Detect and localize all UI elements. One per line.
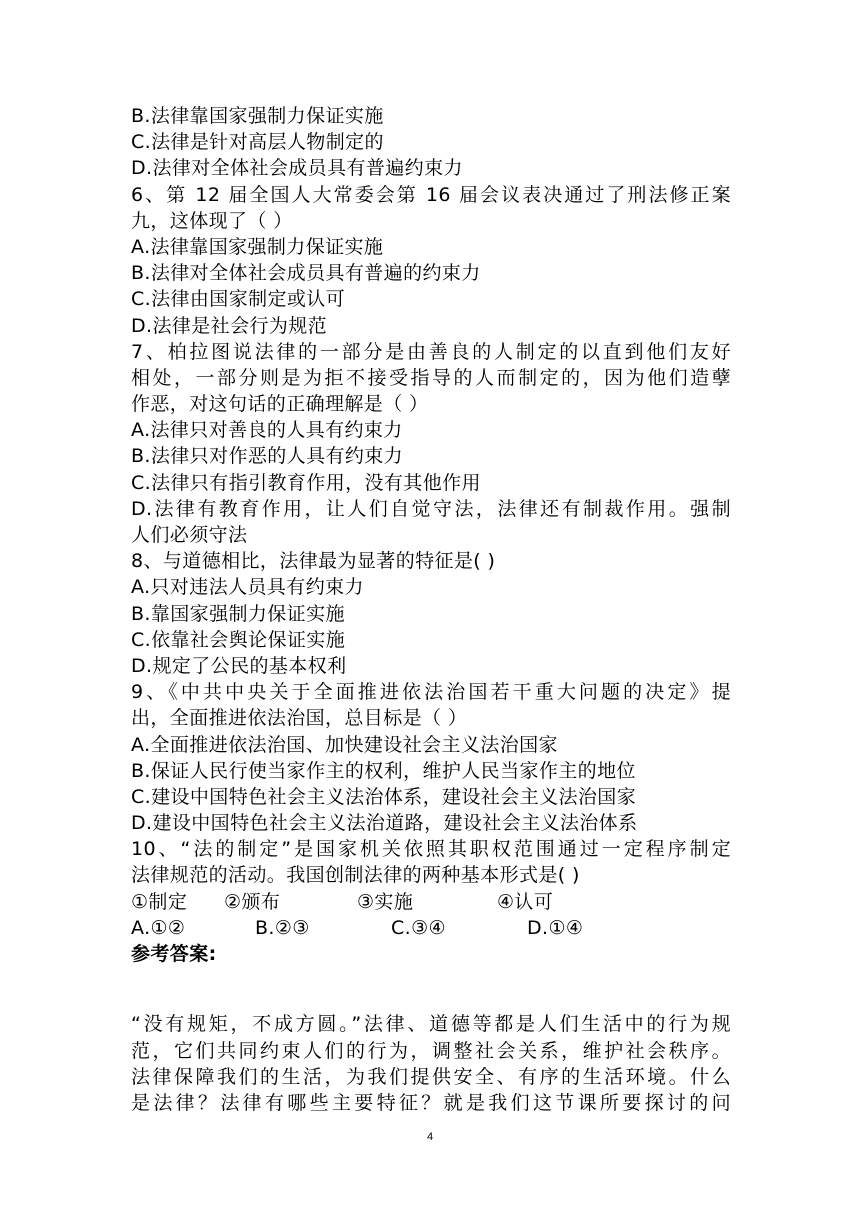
page-number: 4 <box>426 1131 434 1143</box>
option-d-q5: D.法律对全体社会成员具有普遍约束力 <box>131 157 463 180</box>
option-d-q7-line-2: 人们必须守法 <box>131 524 248 546</box>
question-8-stem: 8、与道德相比，法律最为显著的特征是( ) <box>131 550 496 573</box>
item-4: ④认可 <box>497 890 554 913</box>
option-c-q7: C.法律只有指引教育作用，没有其他作用 <box>131 471 481 494</box>
question-6-stem-line-1: 6、第 12 届全国人大常委会第 16 届会议表决通过了刑法修正案 <box>131 183 731 206</box>
page-content <box>131 103 731 1116</box>
item-1: ①制定 <box>131 890 188 913</box>
option-d-q7-line-1: D.法律有教育作用，让人们自觉守法，法律还有制裁作用。强制 <box>131 497 731 520</box>
option-c-q8: C.依靠社会舆论保证实施 <box>131 628 346 651</box>
question-6-stem-line-2: 九，这体现了（ ） <box>131 209 293 232</box>
question-10-stem-line-1: 10、“法的制定”是国家机关依照其职权范围通过一定程序制定 <box>131 838 731 861</box>
question-9-stem-line-2: 出，全面推进依法治国，总目标是（ ） <box>131 707 468 730</box>
option-a-q6: A.法律靠国家强制力保证实施 <box>131 235 384 258</box>
option-c-q10: C.③④ <box>391 916 446 939</box>
option-a-q7: A.法律只对善良的人具有约束力 <box>131 419 403 442</box>
option-b-q10: B.②③ <box>255 916 310 939</box>
blank-line <box>131 967 731 993</box>
question-7-stem-line-1: 7、柏拉图说法律的一部分是由善良的人制定的以直到他们友好 <box>131 340 731 363</box>
option-d-q9: D.建设中国特色社会主义法治道路，建设社会主义法治体系 <box>131 812 638 835</box>
question-9-stem-line-1: 9、《中共中央关于全面推进依法治国若干重大问题的决定》提 <box>131 681 731 704</box>
question-7-stem-line-2: 相处，一部分则是为拒不接受指导的人而制定的，因为他们造孽 <box>131 366 731 389</box>
paragraph-line-4: 是法律？法律有哪些主要特征？就是我们这节课所要探讨的问 <box>131 1091 731 1114</box>
option-b-q8: B.靠国家强制力保证实施 <box>131 602 345 625</box>
option-d-q6: D.法律是社会行为规范 <box>131 314 328 337</box>
option-d-q10: D.①④ <box>527 916 584 939</box>
option-b-q5: B.法律靠国家强制力保证实施 <box>131 105 384 127</box>
item-3: ③实施 <box>357 890 414 913</box>
question-7-stem-line-3: 作恶，对这句话的正确理解是（ ） <box>131 393 429 416</box>
option-b-q9: B.保证人民行使当家作主的权利，维护人民当家作主的地位 <box>131 759 636 782</box>
question-10-choices <box>131 915 731 941</box>
paragraph-line-3: 法律保障我们的生活，为我们提供安全、有序的生活环境。什么 <box>131 1065 731 1088</box>
option-c-q5: C.法律是针对高层人物制定的 <box>131 131 384 154</box>
option-c-q6: C.法律由国家制定或认可 <box>131 288 346 311</box>
option-a-q9: A.全面推进依法治国、加快建设社会主义法治国家 <box>131 733 558 756</box>
option-b-q7: B.法律只对作恶的人具有约束力 <box>131 445 404 468</box>
option-a-q10: A.①② <box>131 916 186 939</box>
answer-heading: 参考答案: <box>131 943 217 965</box>
option-a-q8: A.只对违法人员具有约束力 <box>131 576 364 599</box>
question-10-items <box>131 889 731 915</box>
option-b-q6: B.法律对全体社会成员具有普遍的约束力 <box>131 262 481 285</box>
paragraph-line-2: 范，它们共同约束人们的行为，调整社会关系，维护社会秩序。 <box>131 1039 731 1062</box>
paragraph-line-1: “没有规矩，不成方圆。”法律、道德等都是人们生活中的行为规 <box>131 1013 731 1036</box>
spacer <box>131 993 731 1011</box>
option-c-q9: C.建设中国特色社会主义法治体系，建设社会主义法治国家 <box>131 785 637 808</box>
question-10-stem-line-2: 法律规范的活动。我国创制法律的两种基本形式是( ) <box>131 864 580 887</box>
item-2: ②颁布 <box>224 890 281 913</box>
option-d-q8: D.规定了公民的基本权利 <box>131 654 347 677</box>
